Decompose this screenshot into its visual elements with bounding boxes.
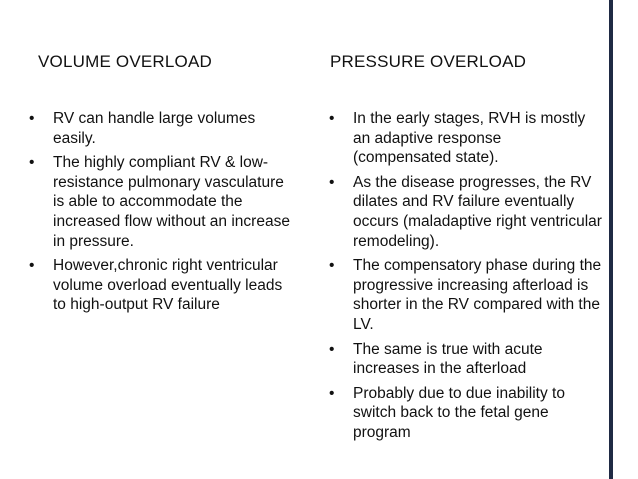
bullet-icon: • — [329, 257, 335, 275]
slide-edge-rule — [609, 0, 613, 479]
bullet-icon: • — [29, 110, 35, 127]
bullet-icon: • — [29, 154, 35, 172]
list-item — [329, 256, 603, 334]
list-item — [329, 173, 603, 251]
list-item-text: RV can handle large volumes easily. — [53, 110, 256, 147]
bullet-icon: • — [329, 340, 335, 358]
list-item — [29, 109, 291, 148]
list-item-text: The same is true with acute increases in the afterload — [353, 340, 543, 378]
list-item — [329, 109, 603, 168]
list-item-text: The highly compliant RV & low-resistance pulmonary vasculature is able to accommodate the increased flow without an increase in pressure. — [53, 154, 290, 250]
list-item — [329, 340, 603, 379]
volume-overload-heading: VOLUME OVERLOAD — [38, 52, 212, 71]
list-item-text: As the disease progresses, the RV dilates and RV failure eventually occurs (maladaptive right ventricular remodeling). — [353, 173, 602, 250]
bullet-icon: • — [329, 384, 335, 402]
list-item — [29, 256, 291, 315]
pressure-overload-heading: PRESSURE OVERLOAD — [330, 52, 527, 71]
list-item-text: However,chronic right ventricular volume overload eventually leads to high-output RV failure — [53, 257, 283, 314]
bullet-icon: • — [29, 257, 35, 275]
list-item-text: In the early stages, RVH is mostly an adaptive response (compensated state). — [353, 110, 586, 167]
list-item-text: Probably due to due inability to switch back to the fetal gene program — [353, 384, 565, 441]
bullet-icon: • — [329, 173, 335, 191]
volume-overload-list — [29, 109, 291, 320]
list-item-text: The compensatory phase during the progressive increasing afterload is shorter in the RV compared with the LV. — [353, 257, 602, 333]
list-item — [329, 384, 603, 443]
list-item — [29, 153, 291, 251]
pressure-overload-list — [329, 109, 603, 448]
bullet-icon: • — [329, 110, 335, 127]
